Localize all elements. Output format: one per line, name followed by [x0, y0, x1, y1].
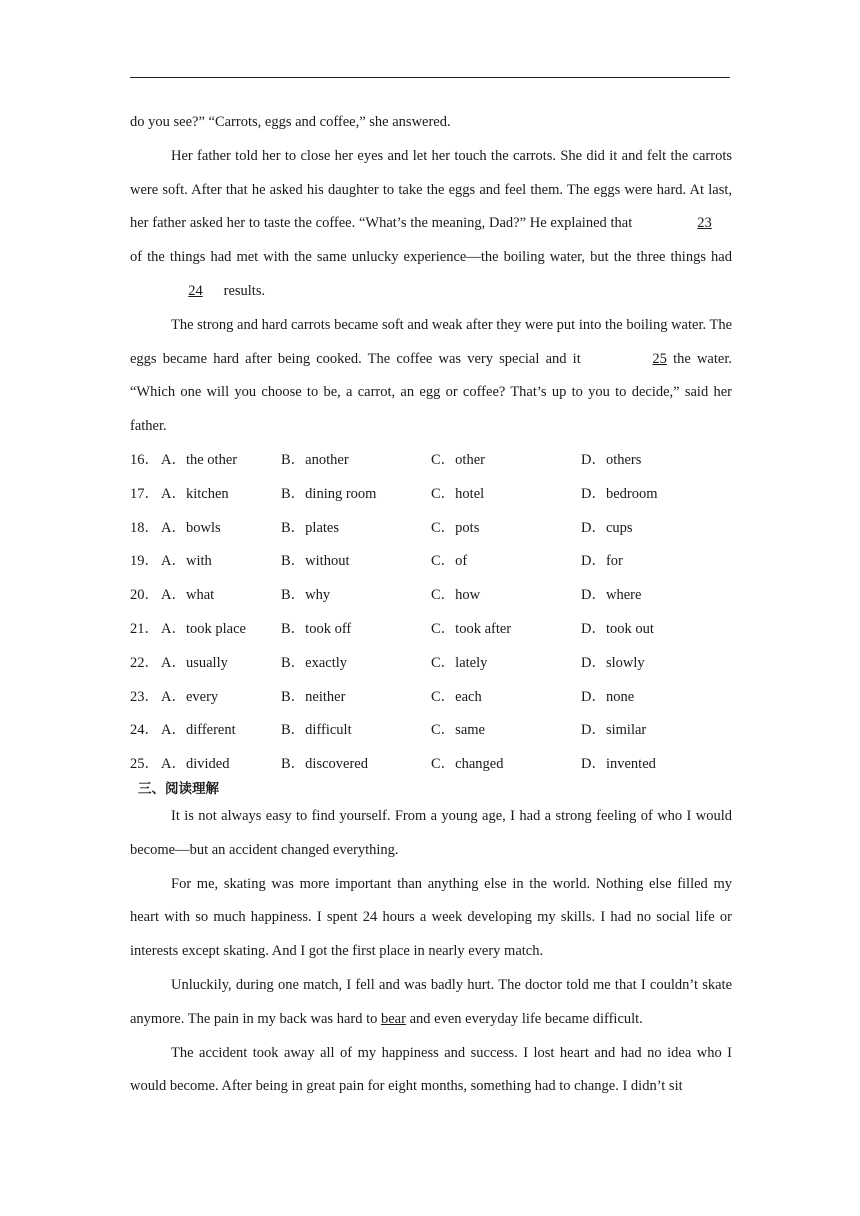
question-row: [130, 714, 732, 748]
option-a: A．divided: [161, 756, 230, 773]
option-b: B．dining room: [281, 485, 377, 502]
option-a: A．every: [161, 688, 219, 705]
passage-text: the water. “Which one will you choose to be, a carrot, an egg or coffee? That’s up to you to decide,” said her father.: [130, 350, 732, 435]
option-a: A．usually: [161, 654, 228, 671]
option-c: C．changed: [431, 756, 504, 773]
blank-25: 25: [652, 350, 667, 367]
question-number: 16．: [130, 451, 159, 468]
reading-paragraph: It is not always easy to find yourself. From a young age, I had a strong feeling of who I would become—but an accident changed everything.: [130, 807, 732, 858]
question-row: [130, 647, 732, 681]
header-rule: [130, 77, 730, 78]
option-c: C．took after: [431, 620, 512, 637]
passage-text: results.: [220, 282, 266, 299]
question-number: 18．: [130, 519, 159, 536]
passage-paragraph: [130, 140, 732, 309]
question-row: [130, 681, 732, 715]
option-a: A．what: [161, 587, 215, 604]
section-title: 三、阅读理解: [138, 780, 219, 797]
option-a: A．the other: [161, 451, 238, 468]
option-c: C．each: [431, 688, 482, 705]
question-row: [130, 545, 732, 579]
reading-paragraph: The accident took away all of my happiness and success. I lost heart and had no idea who I would become. After being in great pain for eight months, something had to change. I didn’t sit: [130, 1044, 732, 1095]
option-a: A．kitchen: [161, 485, 229, 502]
question-row: [130, 613, 732, 647]
option-d: D．where: [581, 587, 642, 604]
question-number: 19．: [130, 553, 159, 570]
passage-text: of the things had met with the same unlucky experience—the boiling water, but the three things had: [130, 249, 732, 266]
question-row: [130, 748, 732, 782]
question-row: [130, 579, 732, 613]
option-b: B．took off: [281, 620, 352, 637]
blank-23: 23: [697, 215, 712, 232]
underlined-word: bear: [381, 1010, 406, 1027]
option-a: A．took place: [161, 620, 246, 637]
question-number: 21．: [130, 620, 159, 637]
option-c: C．hotel: [431, 485, 485, 502]
question-number: 17．: [130, 485, 159, 502]
passage-text: The strong and hard carrots became soft and weak after they were put into the boiling water. The eggs became hard after being cooked. The coffee was very special and it: [130, 316, 733, 367]
passage-text: Her father told her to close her eyes and let her touch the carrots. She did it and felt the carrots were soft. After that he asked his daughter to take the eggs and feel them. The eggs were hard. At last, her father asked her to taste the coffee. “What’s the meaning, Dad?” He explained that: [130, 147, 732, 232]
option-d: D．cups: [581, 519, 633, 536]
option-b: B．without: [281, 553, 350, 570]
question-row: [130, 444, 732, 478]
option-c: C．how: [431, 587, 481, 604]
question-number: 20．: [130, 587, 159, 604]
question-number: 23．: [130, 688, 159, 705]
option-d: D．similar: [581, 722, 647, 739]
option-d: D．for: [581, 553, 623, 570]
option-b: B．another: [281, 451, 349, 468]
question-number: 24．: [130, 722, 159, 739]
option-d: D．bedroom: [581, 485, 658, 502]
option-d: D．invented: [581, 756, 656, 773]
question-number: 22．: [130, 654, 159, 671]
option-c: C．same: [431, 722, 485, 739]
option-b: B．exactly: [281, 654, 348, 671]
option-c: C．of: [431, 553, 468, 570]
reading-paragraph: For me, skating was more important than anything else in the world. Nothing else filled my heart with so much happiness. I spent 24 hours a week developing my skills. I had no social life or interests except skating. And I got the first place in nearly every match.: [130, 875, 732, 960]
option-b: B．discovered: [281, 756, 368, 773]
passage-paragraph: [130, 309, 732, 444]
option-d: D．others: [581, 451, 642, 468]
document-body: [130, 106, 732, 1104]
option-d: D．none: [581, 688, 635, 705]
question-list: [130, 444, 732, 782]
option-c: C．lately: [431, 654, 488, 671]
option-b: B．difficult: [281, 722, 352, 739]
reading-paragraph: [130, 969, 732, 1037]
question-row: [130, 478, 732, 512]
option-a: A．different: [161, 722, 236, 739]
option-c: C．other: [431, 451, 485, 468]
question-row: [130, 512, 732, 546]
option-d: D．took out: [581, 620, 654, 637]
option-a: A．bowls: [161, 519, 221, 536]
option-b: B．why: [281, 587, 331, 604]
option-b: B．plates: [281, 519, 339, 536]
option-b: B．neither: [281, 688, 346, 705]
option-a: A．with: [161, 553, 212, 570]
option-d: D．slowly: [581, 654, 645, 671]
option-c: C．pots: [431, 519, 480, 536]
blank-24: 24: [188, 282, 203, 299]
passage-line: do you see?” “Carrots, eggs and coffee,” she answered.: [130, 114, 451, 130]
reading-text: and even everyday life became difficult.: [405, 1010, 643, 1027]
reading-text: Unluckily, during one match, I fell and was badly hurt. The doctor told me that I couldn’t skate anymore. The pain in my back was hard to: [130, 976, 732, 1027]
question-number: 25．: [130, 756, 159, 773]
